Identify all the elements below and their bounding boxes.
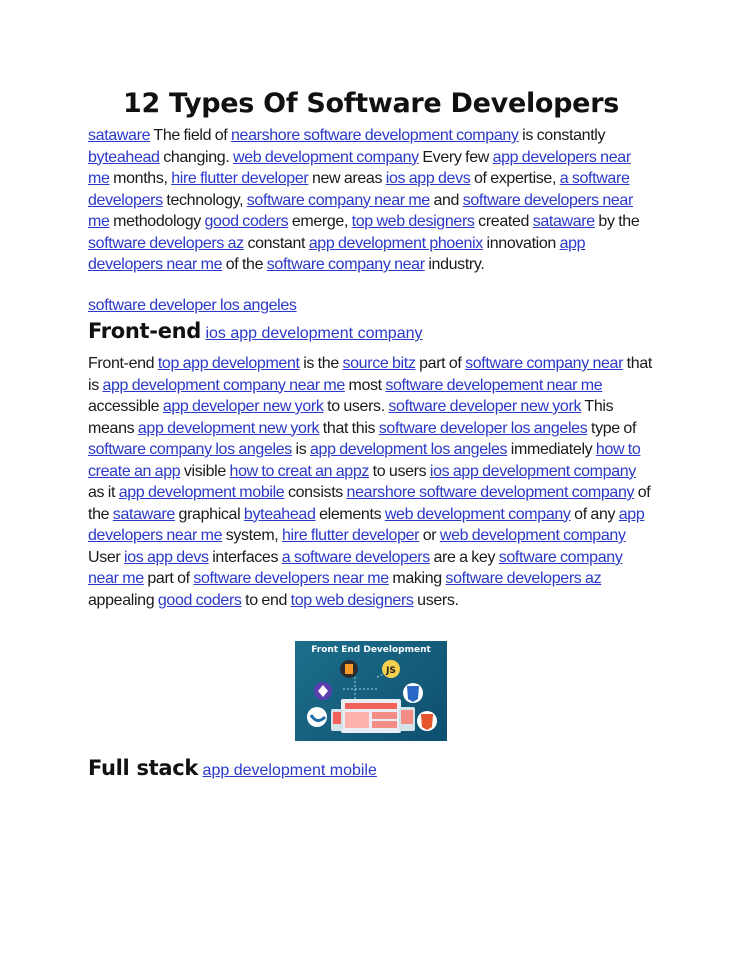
inline-link[interactable]: software company near me: [246, 191, 430, 209]
inline-link[interactable]: software developers near me: [88, 191, 633, 230]
body-text: created: [474, 213, 533, 230]
body-text: accessible: [88, 398, 163, 415]
body-text: graphical: [174, 505, 244, 523]
body-text: elements: [315, 505, 385, 523]
inline-link[interactable]: app development company near me: [102, 376, 345, 394]
body-text: This means: [88, 398, 614, 437]
inline-link[interactable]: ios app devs: [385, 170, 471, 187]
body-text: to end: [241, 591, 291, 609]
document-page: [88, 88, 654, 790]
inline-link[interactable]: top web designers: [290, 591, 414, 609]
inline-link[interactable]: how to creat an appz: [229, 462, 370, 480]
body-text: of the: [88, 484, 651, 523]
inline-link[interactable]: sataware: [88, 127, 151, 144]
front-end-development-image: [295, 641, 447, 741]
body-text: are a key: [429, 548, 499, 566]
body-text: most: [344, 376, 386, 394]
body-text: of any: [570, 505, 619, 523]
body-text: methodology: [109, 213, 205, 230]
inline-link[interactable]: top web designers: [351, 213, 475, 230]
inline-link[interactable]: nearshore software development company: [230, 127, 519, 144]
body-text: appealing: [88, 591, 158, 609]
body-text: Every few: [418, 148, 493, 166]
inline-link[interactable]: good coders: [157, 591, 242, 609]
fullstack-heading: Full stack: [88, 756, 199, 780]
body-text: system,: [222, 527, 282, 544]
front-end-illustration: [295, 641, 447, 741]
body-text: users.: [413, 591, 459, 609]
body-text: is constantly: [518, 127, 606, 144]
body-text: making: [388, 570, 446, 587]
body-text: months,: [109, 170, 172, 187]
inline-link[interactable]: software company near: [266, 256, 425, 273]
inline-link[interactable]: app development mobile: [118, 484, 285, 501]
frontend-heading-row: [88, 318, 654, 347]
inline-link[interactable]: software developer new york: [388, 398, 582, 415]
inline-link[interactable]: nearshore software development company: [346, 484, 635, 501]
inline-link[interactable]: web development company: [439, 527, 626, 544]
inline-link[interactable]: software developer los angeles: [378, 419, 588, 437]
image-container: [88, 641, 654, 741]
body-text: technology,: [162, 191, 247, 209]
inline-link[interactable]: software company near: [465, 355, 624, 372]
body-text: consists: [284, 484, 347, 501]
body-text: as it: [88, 484, 119, 501]
body-text: of the: [222, 256, 267, 273]
inline-link[interactable]: top app development: [157, 355, 300, 372]
inline-link[interactable]: source bitz: [342, 355, 416, 372]
inline-link[interactable]: a software developers: [281, 548, 430, 566]
standalone-link-row: [88, 295, 654, 317]
body-text: type of: [587, 419, 637, 437]
body-text: to users.: [323, 398, 389, 415]
inline-link[interactable]: app developers near me: [88, 234, 586, 273]
body-text: part of: [415, 355, 466, 372]
body-text: Front-end: [88, 355, 158, 372]
inline-link[interactable]: byteahead: [88, 148, 160, 166]
body-text: visible: [180, 462, 230, 480]
inline-link[interactable]: hire flutter developer: [171, 170, 309, 187]
body-text: of expertise,: [470, 170, 560, 187]
inline-link[interactable]: how to create an app: [88, 441, 641, 480]
page-title: 12 Types Of Software Developers: [122, 88, 619, 119]
fullstack-heading-link[interactable]: app development mobile: [202, 762, 377, 779]
inline-link[interactable]: app developer new york: [162, 398, 324, 415]
inline-link[interactable]: app development phoenix: [308, 234, 483, 252]
inline-link[interactable]: app developers near me: [88, 148, 631, 187]
inline-link[interactable]: good coders: [204, 213, 289, 230]
inline-link[interactable]: software developers near me: [193, 570, 389, 587]
inline-link[interactable]: app development los angeles: [309, 441, 508, 458]
body-text: is the: [299, 355, 343, 372]
frontend-paragraph: [88, 353, 654, 611]
body-text: constant: [243, 234, 309, 252]
body-text: that is: [88, 355, 652, 394]
body-text: by the: [594, 213, 640, 230]
inline-link[interactable]: byteahead: [243, 505, 316, 523]
body-text: immediately: [507, 441, 596, 458]
body-text: part of: [143, 570, 194, 587]
inline-link[interactable]: app development new york: [137, 419, 320, 437]
inline-link[interactable]: sataware: [112, 505, 175, 523]
frontend-heading-link[interactable]: ios app development company: [205, 325, 423, 342]
body-text: new areas: [308, 170, 386, 187]
fullstack-heading-row: [88, 755, 654, 784]
inline-link[interactable]: software developers az: [445, 570, 602, 587]
body-text: innovation: [482, 234, 560, 252]
inline-link[interactable]: a software developers: [88, 170, 630, 209]
inline-link[interactable]: hire flutter developer: [281, 527, 420, 544]
frontend-heading: Front-end: [88, 319, 202, 343]
standalone-link[interactable]: software developer los angeles: [88, 296, 297, 314]
body-text: or: [419, 527, 440, 544]
body-text: changing.: [159, 148, 234, 166]
body-text: is: [291, 441, 310, 458]
inline-link[interactable]: sataware: [532, 213, 595, 230]
inline-link[interactable]: ios app devs: [123, 548, 209, 566]
inline-link[interactable]: web development company: [233, 148, 419, 166]
body-text: emerge,: [288, 213, 352, 230]
inline-link[interactable]: software developement near me: [385, 376, 603, 394]
body-text: industry.: [424, 256, 485, 273]
svg-text:JS: JS: [386, 666, 396, 676]
inline-link[interactable]: web development company: [384, 505, 571, 523]
inline-link[interactable]: ios app development company: [429, 462, 636, 480]
body-text: that this: [319, 419, 379, 437]
inline-link[interactable]: software company los angeles: [88, 441, 292, 458]
body-text: to users: [369, 462, 430, 480]
body-text: User: [88, 548, 124, 566]
inline-link[interactable]: software company near me: [88, 548, 623, 587]
inline-link[interactable]: software developers az: [88, 234, 244, 252]
intro-paragraph: [88, 125, 654, 276]
body-text: and: [429, 191, 463, 209]
body-text: interfaces: [208, 548, 282, 566]
inline-link[interactable]: app developers near me: [88, 505, 645, 544]
body-text: The field of: [150, 127, 231, 144]
image-caption: Front End Development: [311, 645, 431, 655]
